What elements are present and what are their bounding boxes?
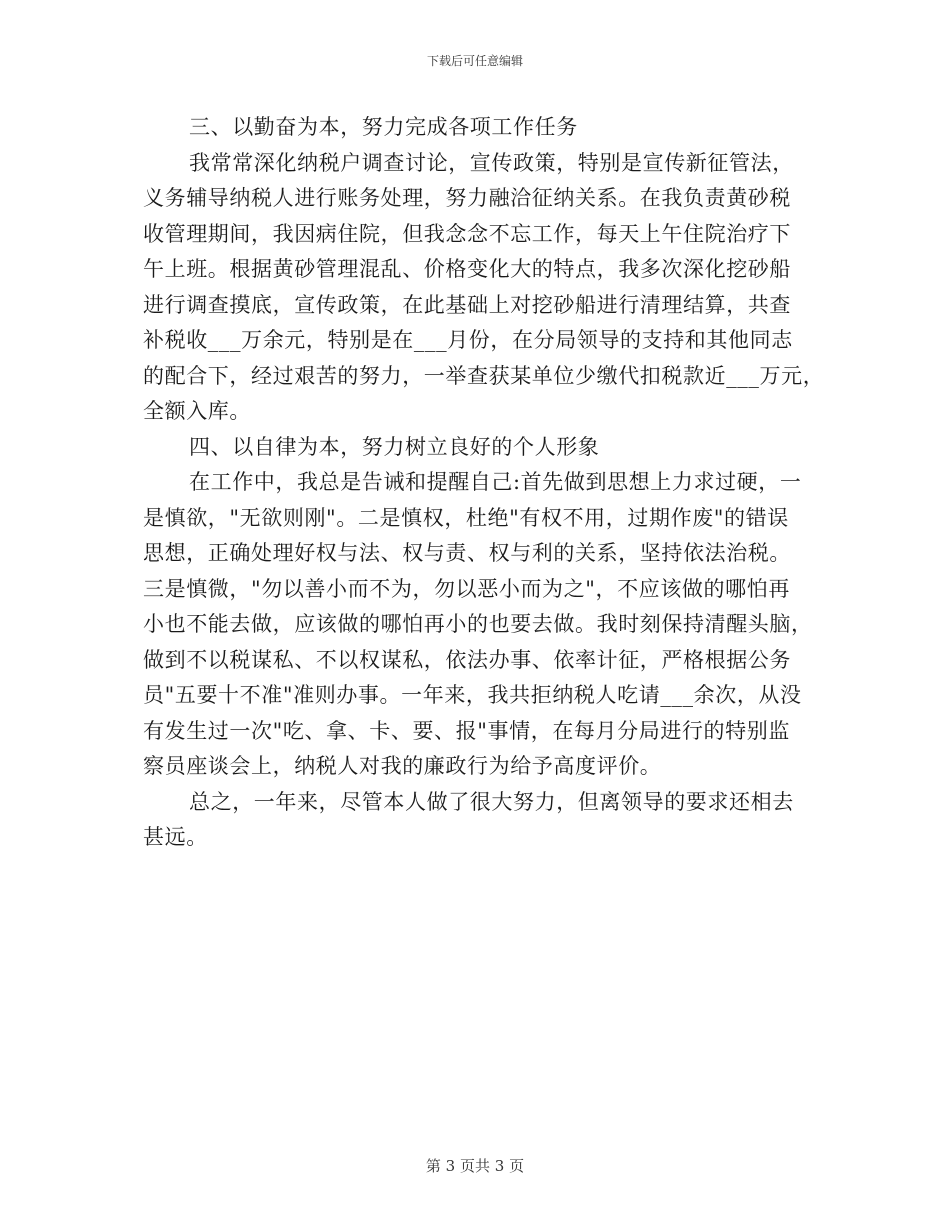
text-line: 收管理期间，我因病住院，但我念念不忘工作，每天上午住院治疗下 [143, 221, 791, 246]
text-line: 总之，一年来，尽管本人做了很大努力，但离领导的要求还相去 [189, 789, 794, 814]
text-line: 做到不以税谋私、不以权谋私，依法办事、依率计征，严格根据公务 [143, 647, 791, 672]
text-line: 是慎欲，"无欲则刚"。二是慎权，杜绝"有权不用，过期作废"的错误 [143, 505, 789, 530]
text-line: 义务辅导纳税人进行账务处理，努力融洽征纳关系。在我负责黄砂税 [143, 186, 791, 210]
text-line: 四、以自律为本，努力树立良好的个人形象 [189, 434, 600, 459]
text-line: 午上班。根据黄砂管理混乱、价格变化大的特点，我多次深化挖砂船 [143, 257, 791, 281]
text-line: 有发生过一次"吃、拿、卡、要、报"事情，在每月分局进行的特别监 [143, 718, 790, 743]
text-line: 的配合下，经过艰苦的努力，一举查获某单位少缴代扣税款近___万元， [143, 363, 825, 388]
text-line: 三是慎微，"勿以善小而不为，勿以恶小而为之"，不应该做的哪怕再 [143, 576, 790, 601]
text-line: 思想，正确处理好权与法、权与责、权与利的关系，坚持依法治税。 [143, 541, 791, 565]
text-line: 进行调查摸底，宣传政策，在此基础上对挖砂船进行清理结算，共查 [143, 292, 791, 317]
text-line: 我常常深化纳税户调查讨论，宣传政策，特别是宣传新征管法， [189, 150, 794, 175]
text-line: 员"五要十不准"准则办事。一年来，我共拒纳税人吃请___余次，从没 [143, 683, 802, 707]
document-body [143, 110, 823, 856]
text-line: 察员座谈会上，纳税人对我的廉政行为给予高度评价。 [143, 754, 662, 778]
text-line: 全额入库。 [143, 399, 251, 423]
text-line: 三、以勤奋为本，努力完成各项工作任务 [189, 115, 578, 139]
text-line: 补税收___万余元，特别是在___月份，在分局领导的支持和其他同志 [143, 328, 793, 352]
page-footer: 第 3 页共 3 页 [425, 1157, 525, 1175]
text-line: 在工作中，我总是告诫和提醒自己:首先做到思想上力求过硬，一 [189, 470, 802, 494]
text-line: 小也不能去做，应该做的哪怕再小的也要去做。我时刻保持清醒头脑， [143, 612, 813, 636]
page-header: 下载后可任意编辑 [426, 54, 523, 68]
text-line: 甚远。 [143, 825, 208, 849]
